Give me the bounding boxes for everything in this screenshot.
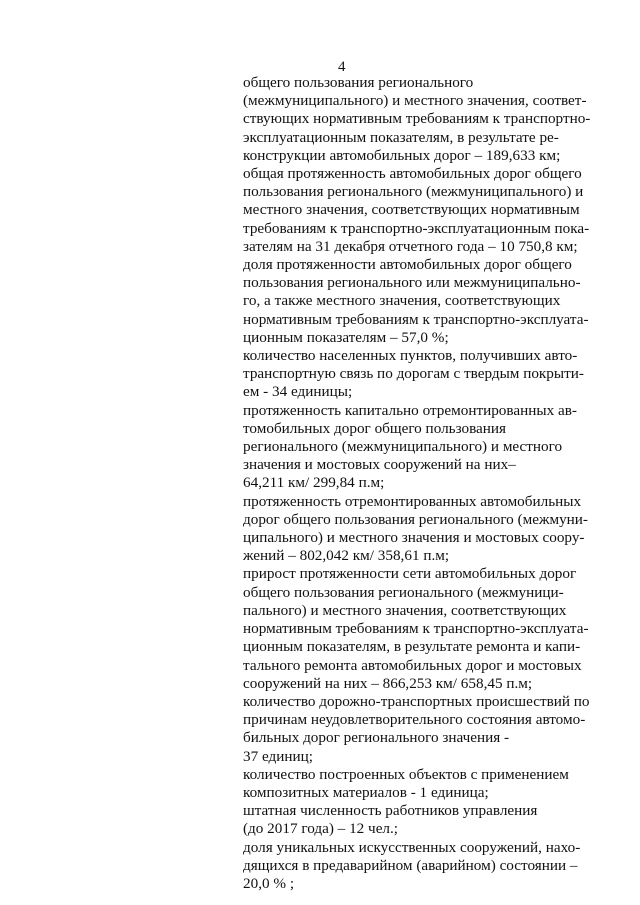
text-line: ципального) и местного значения и мостовых соору- <box>243 529 585 547</box>
text-line: нормативным требованиям к транспортно-эксплуата- <box>243 310 589 328</box>
text-line: ционным показателям, в результате ремонта и капи- <box>243 638 581 656</box>
text-line: требованиям к транспортно-эксплуатационным пока- <box>243 219 590 237</box>
text-line: зателям на 31 декабря отчетного года – 10 750,8 км; <box>243 237 578 255</box>
text-line: нормативным требованиям к транспортно-эксплуата- <box>243 620 589 638</box>
text-line: конструкции автомобильных дорог – 189,633 км; <box>243 146 561 164</box>
text-line: количество дорожно-транспортных происшествий по <box>243 692 590 710</box>
text-line: 20,0 % ; <box>243 874 295 892</box>
text-line: 64,211 км/ 299,84 п.м; <box>243 474 385 492</box>
text-line: доля уникальных искусственных сооружений, нахо- <box>243 838 581 856</box>
text-line: го, а также местного значения, соответствующих <box>243 292 561 310</box>
text-line: протяженность капитально отремонтированных ав- <box>243 401 577 419</box>
text-line: (до 2017 года) – 12 чел.; <box>243 820 399 838</box>
text-line: местного значения, соответствующих нормативным <box>243 201 580 219</box>
page-number: 4 <box>338 59 346 75</box>
text-line: штатная численность работников управления <box>243 802 538 820</box>
body-text <box>243 74 593 893</box>
text-line: сооружений на них – 866,253 км/ 658,45 п.м; <box>243 674 533 692</box>
text-line: ствующих нормативным требованиям к транспортно- <box>243 110 591 128</box>
text-line: транспортную связь по дорогам с твердым покрыти- <box>243 365 584 383</box>
text-line: тального ремонта автомобильных дорог и мостовых <box>243 656 582 674</box>
text-line: значения и мостовых сооружений на них– <box>243 456 516 474</box>
text-line: общего пользования регионального (межмуници- <box>243 583 564 601</box>
text-line: ционным показателям – 57,0 %; <box>243 328 449 346</box>
text-line: дорог общего пользования регионального (межмуни- <box>243 510 588 528</box>
text-line: количество построенных объектов с применением <box>243 765 569 783</box>
text-line: жений – 802,042 км/ 358,61 п.м; <box>243 547 450 565</box>
text-line: дящихся в предаварийном (аварийном) состоянии – <box>243 856 578 874</box>
text-line: протяженность отремонтированных автомобильных <box>243 492 582 510</box>
text-line: количество населенных пунктов, получивших авто- <box>243 347 578 365</box>
text-line: доля протяженности автомобильных дорог общего <box>243 256 572 274</box>
text-line: пользования регионального (межмуниципального) и <box>243 183 584 201</box>
text-line: композитных материалов - 1 единица; <box>243 783 489 801</box>
text-line: пального) и местного значения, соответствующих <box>243 601 567 619</box>
text-line: томобильных дорог общего пользования <box>243 419 507 437</box>
text-line: общего пользования регионального <box>243 74 474 91</box>
text-line: пользования регионального или межмуниципально- <box>243 274 581 292</box>
text-line: общая протяженность автомобильных дорог общего <box>243 165 582 183</box>
text-line: ем - 34 единицы; <box>243 383 353 401</box>
text-line: причинам неудовлетворительного состояния автомо- <box>243 711 586 729</box>
text-line: регионального (межмуниципального) и местного <box>243 438 563 456</box>
text-line: бильных дорог регионального значения - <box>243 729 510 747</box>
text-line: эксплуатационным показателям, в результате ре- <box>243 128 559 146</box>
text-line: (межмуниципального) и местного значения, соответ- <box>243 92 587 110</box>
text-line: прирост протяженности сети автомобильных дорог <box>243 565 577 583</box>
text-line: 37 единиц; <box>243 747 313 765</box>
